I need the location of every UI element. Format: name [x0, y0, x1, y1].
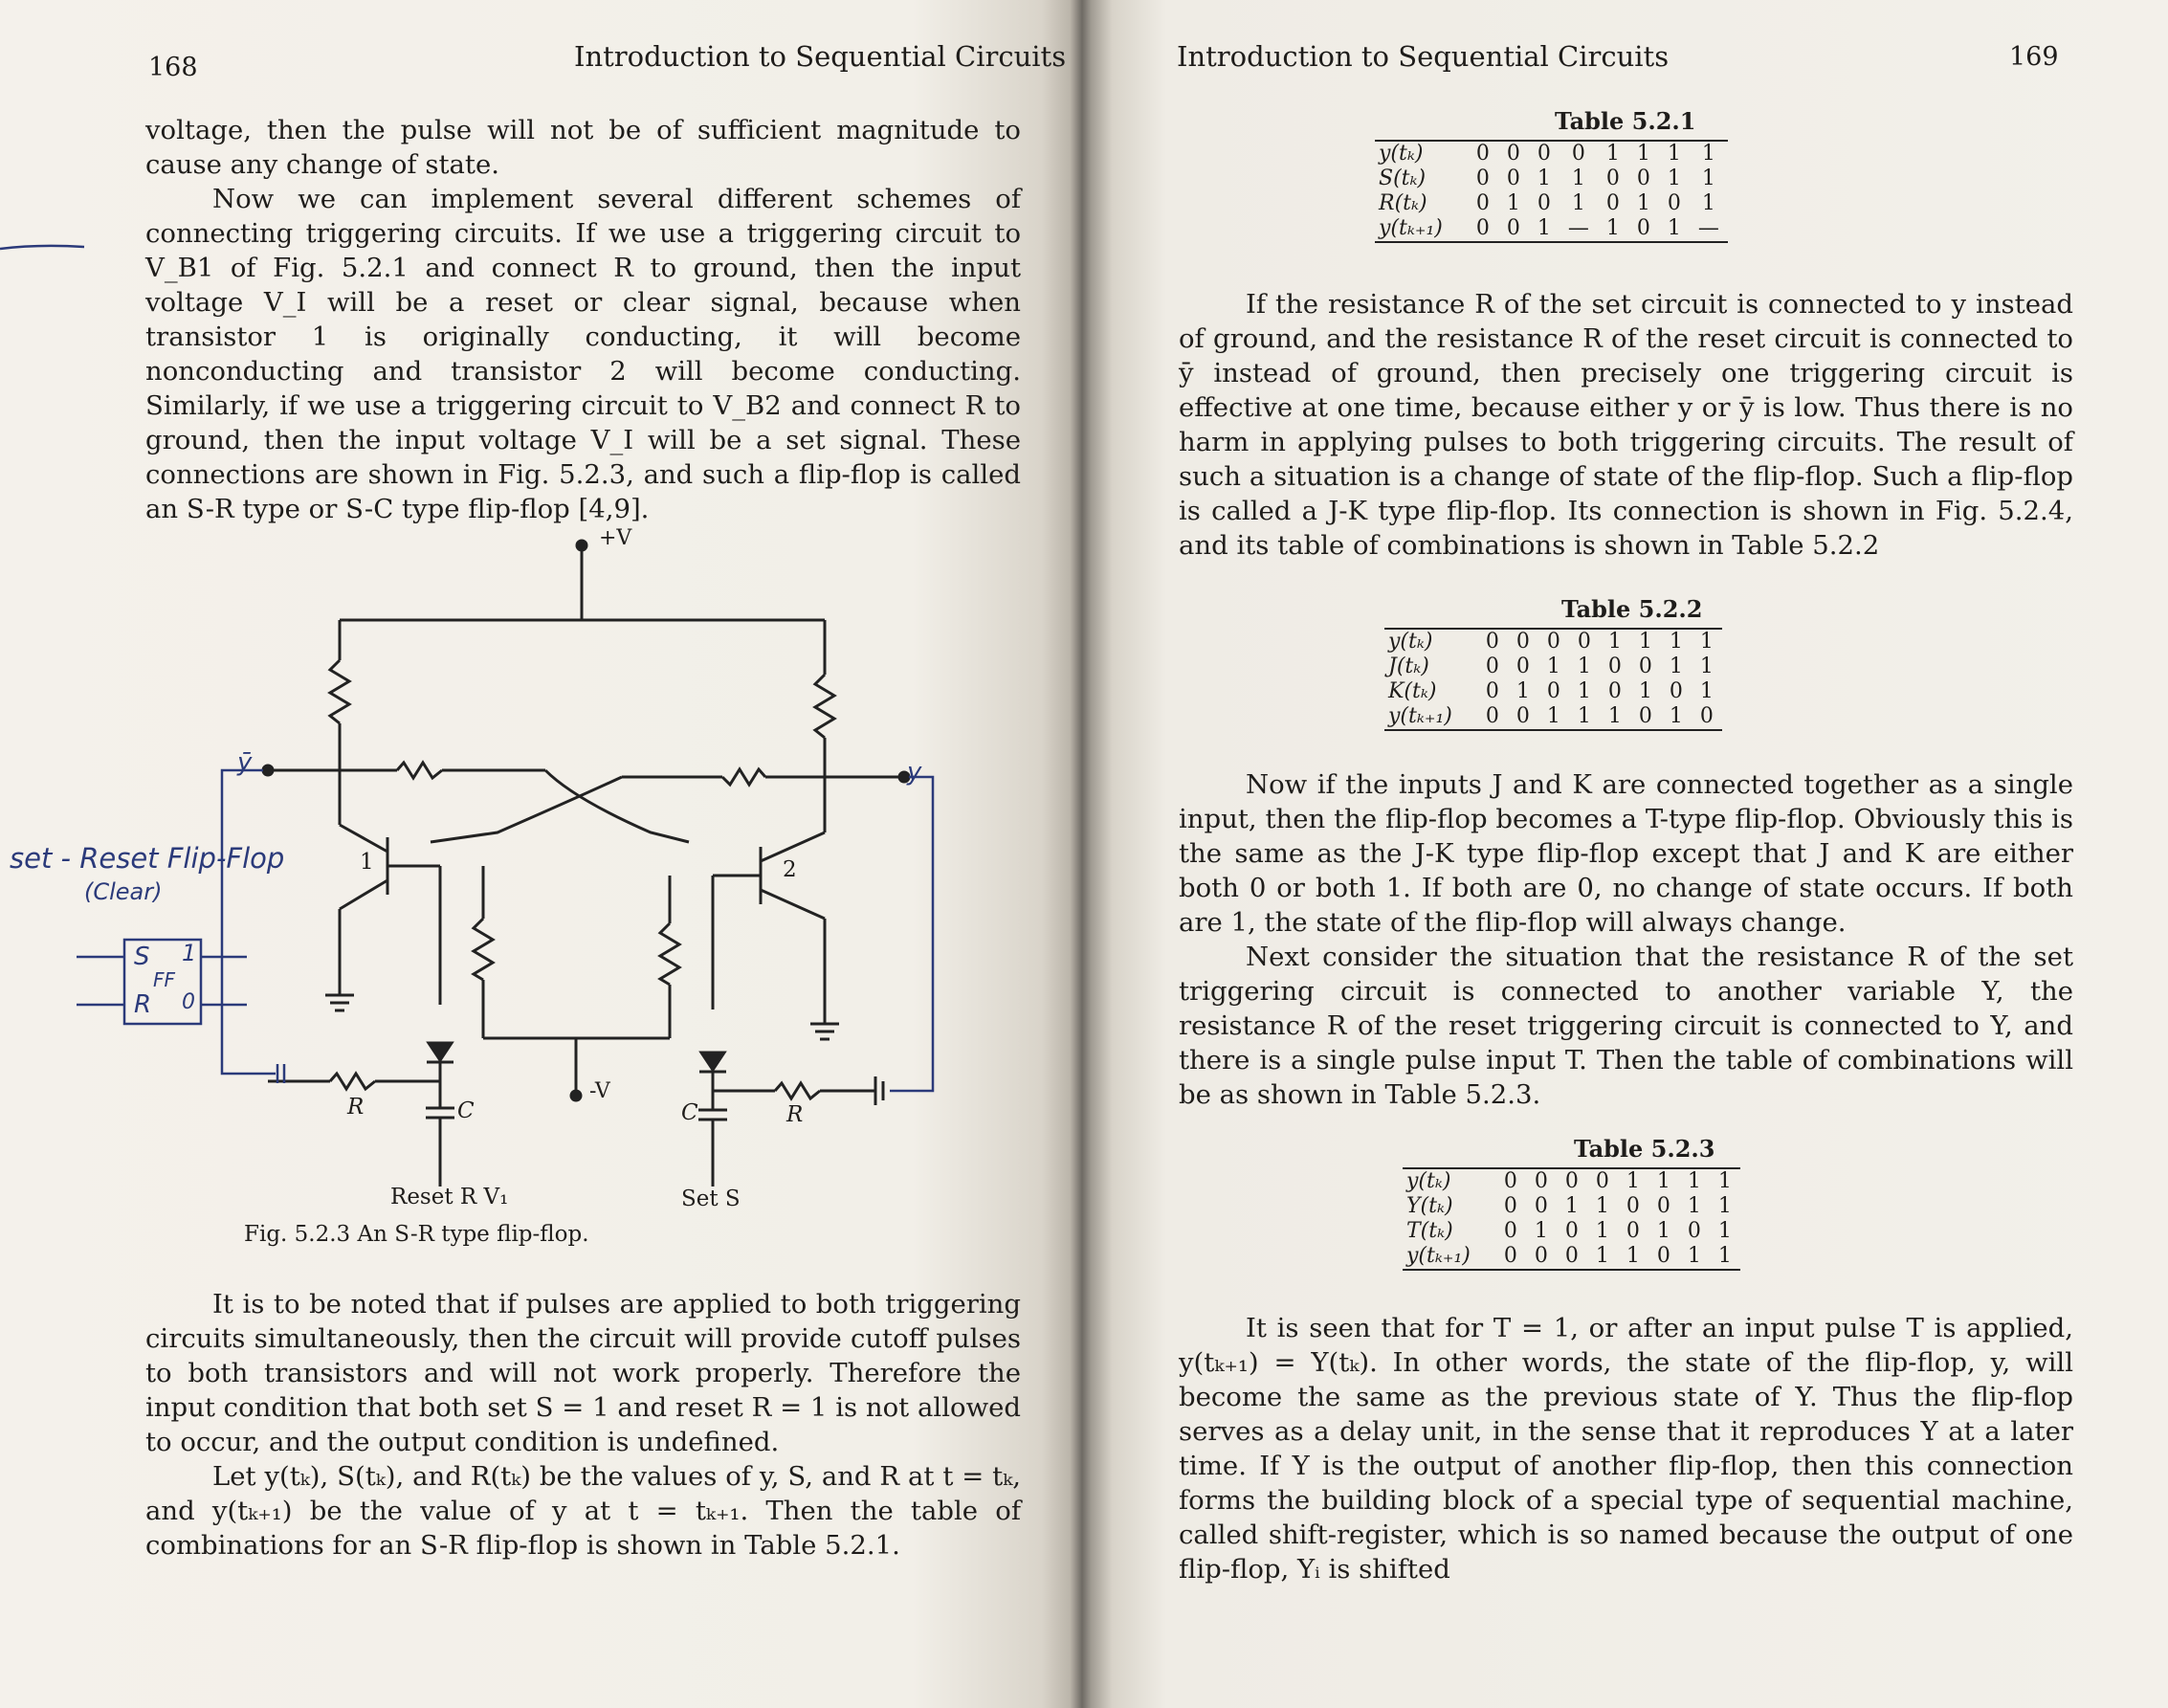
table-cell: 0: [1475, 191, 1490, 215]
handwritten-zero: 0: [182, 990, 195, 1014]
table-cell: 0: [1515, 704, 1530, 728]
paragraph: It is to be noted that if pulses are applied to both triggering circuits simultaneously, then the circuit will provide cutoff pulses to both transistors and will not work properly. Therefore the input condition that both set S = 1 and reset R = 1 is not allowed to occur, and the output condition is undefined.: [145, 1289, 1021, 1457]
label-set: Set S: [681, 1187, 741, 1211]
table-row: [1375, 141, 1728, 166]
left-page: [0, 0, 1073, 1708]
table-cell: 0: [1667, 191, 1681, 215]
table-cell: 1: [1595, 1219, 1609, 1243]
running-head-right: Introduction to Sequential Circuits: [1177, 40, 1670, 73]
table-cell: 1: [1506, 191, 1520, 215]
table-cell: 0: [1475, 216, 1490, 240]
row-label: y(tₖ): [1406, 1169, 1451, 1193]
table-cell: 1: [1717, 1194, 1732, 1218]
table-cell: 0: [1537, 142, 1551, 166]
row-label: K(tₖ): [1388, 679, 1437, 703]
table-cell: 0: [1656, 1194, 1670, 1218]
table-cell: 0: [1638, 654, 1652, 678]
table-cell: 0: [1564, 1219, 1579, 1243]
table-cell: 1: [1515, 679, 1530, 703]
table-cell: 1: [1717, 1219, 1732, 1243]
table-row: [1403, 1244, 1740, 1270]
table-cell: 0: [1607, 654, 1622, 678]
table-cell: 1: [1638, 630, 1652, 654]
paragraph: Now if the inputs J and K are connected together as a single input, then the flip-flop becomes a T-type flip-flop. Obviously this is the same as the J-K type flip-flop except that J and K are either both 0 or both 1. If both are 0, no change of state occurs. If both are 1, the state of the flip-flop will always change.: [1179, 769, 2073, 938]
table-cell: 0: [1475, 166, 1490, 190]
table-cell: 1: [1595, 1194, 1609, 1218]
table-cell: 1: [1595, 1244, 1609, 1268]
table-cell: 1: [1701, 142, 1715, 166]
left-text-bottom: [145, 1287, 1021, 1563]
paragraph: voltage, then the pulse will not be of sufficient magnitude to cause any change of state.: [145, 115, 1021, 180]
table-cell: 1: [1546, 654, 1560, 678]
label-c-left: C: [457, 1098, 475, 1123]
table-cell: 1: [1701, 166, 1715, 190]
table-cell: 0: [1503, 1219, 1517, 1243]
table-cell: 1: [1687, 1194, 1701, 1218]
table-cell: 0: [1571, 142, 1585, 166]
table-522: [1384, 628, 1722, 731]
table-row: [1403, 1219, 1740, 1244]
table-cell: 0: [1515, 654, 1530, 678]
table-cell: 1: [1626, 1244, 1640, 1268]
sr-flipflop-circuit-diagram: [0, 0, 1073, 1244]
table-cell: 0: [1564, 1169, 1579, 1193]
paragraph: It is seen that for T = 1, or after an input pulse T is applied, y(tₖ₊₁) = Y(tₖ). In other words, the state of the flip-flop, y, will become the same as the previous state of Y. Thus the flip-flop serves as a delay unit, in the sense that it reproduces Y at a later time. If Y is the output of another flip-flop, then this connection forms the building block of a special type of sequential machine, called shift-register, which is so named because the output of one flip-flop, Yᵢ is shifted: [1179, 1313, 2073, 1585]
table-cell: 1: [1577, 704, 1591, 728]
label-reset: Reset R V₁: [390, 1185, 509, 1209]
table-523-title: Table 5.2.3: [1574, 1135, 1715, 1163]
table-row: [1384, 704, 1722, 730]
table-cell: 1: [1638, 679, 1652, 703]
row-label: J(tₖ): [1388, 654, 1429, 678]
table-cell: 0: [1485, 654, 1499, 678]
table-cell: 1: [1577, 654, 1591, 678]
table-row: [1403, 1168, 1740, 1194]
table-cell: 0: [1669, 679, 1683, 703]
table-cell: 1: [1669, 630, 1683, 654]
label-y: y: [907, 758, 922, 787]
paragraph: Let y(tₖ), S(tₖ), and R(tₖ) be the values of y, S, and R at t = tₖ, and y(tₖ₊₁) be the value of y at t = tₖ₊₁. Then the table of combinations for an S-R flip-flop is shown in Table 5.2.1.: [145, 1461, 1021, 1561]
table-row: [1375, 191, 1728, 216]
table-cell: 0: [1636, 166, 1650, 190]
table-cell: 0: [1503, 1194, 1517, 1218]
table-cell: 0: [1626, 1219, 1640, 1243]
table-cell: —: [1567, 216, 1589, 240]
table-cell: 1: [1537, 166, 1551, 190]
table-cell: 0: [1506, 216, 1520, 240]
label-vplus: +V: [599, 526, 632, 550]
table-cell: 0: [1503, 1169, 1517, 1193]
table-cell: 1: [1607, 630, 1622, 654]
table-cell: 1: [1636, 142, 1650, 166]
table-cell: 1: [1656, 1219, 1670, 1243]
table-cell: 0: [1485, 704, 1499, 728]
table-521-title: Table 5.2.1: [1555, 107, 1696, 135]
handwritten-note: set - Reset Flip-Flop: [10, 842, 285, 875]
table-cell: 0: [1636, 216, 1650, 240]
table-cell: 1: [1699, 630, 1714, 654]
table-cell: 0: [1537, 191, 1551, 215]
table-cell: 0: [1475, 142, 1490, 166]
table-row: [1403, 1194, 1740, 1219]
table-cell: 1: [1701, 191, 1715, 215]
row-label: Y(tₖ): [1406, 1194, 1453, 1218]
table-cell: 0: [1506, 166, 1520, 190]
right-text-1: [1179, 287, 2073, 563]
table-cell: 1: [1717, 1169, 1732, 1193]
right-text-3: [1179, 1311, 2073, 1586]
table-row: [1384, 629, 1722, 654]
row-label: y(tₖ₊₁): [1388, 704, 1452, 728]
handwritten-note-clear: (Clear): [84, 878, 163, 905]
handwritten-one: 1: [182, 940, 197, 966]
table-cell: 1: [1607, 704, 1622, 728]
table-cell: 0: [1485, 679, 1499, 703]
table-cell: 1: [1667, 216, 1681, 240]
row-label: T(tₖ): [1406, 1219, 1453, 1243]
table-522-title: Table 5.2.2: [1561, 595, 1703, 623]
table-cell: 1: [1571, 166, 1585, 190]
table-cell: 0: [1577, 630, 1591, 654]
row-label: S(tₖ): [1379, 166, 1427, 190]
table-cell: 0: [1546, 679, 1560, 703]
table-523: [1403, 1167, 1740, 1271]
table-cell: 0: [1564, 1244, 1579, 1268]
row-label: y(tₖ₊₁): [1406, 1244, 1471, 1268]
paragraph: If the resistance R of the set circuit is connected to y instead of ground, and the resistance R of the reset circuit is connected to ȳ instead of ground, then precisely one triggering circuit is effective at one time, because either y or ȳ is low. Thus there is no harm in applying pulses to both triggering circuits. The result of such a situation is a change of state of the flip-flop. Such a flip-flop is called a J-K type flip-flop. Its connection is shown in Fig. 5.2.4, and its table of combinations is shown in Table 5.2.2: [1179, 289, 2073, 561]
table-cell: —: [1697, 216, 1719, 240]
table-cell: 0: [1607, 679, 1622, 703]
table-row: [1375, 216, 1728, 242]
paragraph: Next consider the situation that the resistance R of the set triggering circuit is connected to another variable Y, the resistance R of the reset triggering circuit is connected to Y, and there is a single pulse input T. Then the table of combinations will be as shown in Table 5.2.3.: [1179, 942, 2073, 1110]
table-cell: 1: [1534, 1219, 1548, 1243]
table-cell: 1: [1636, 191, 1650, 215]
table-cell: 0: [1656, 1244, 1670, 1268]
figure-caption: Fig. 5.2.3 An S-R type flip-flop.: [244, 1222, 589, 1247]
table-521: [1375, 140, 1728, 243]
table-cell: 0: [1485, 630, 1499, 654]
table-cell: 1: [1537, 216, 1551, 240]
table-cell: 1: [1699, 679, 1714, 703]
table-cell: 1: [1564, 1194, 1579, 1218]
table-cell: 0: [1546, 630, 1560, 654]
page-number-right: 169: [2009, 42, 2059, 72]
handwritten-ff: FF: [153, 968, 176, 991]
table-cell: 1: [1571, 191, 1585, 215]
handwritten-s: S: [134, 943, 150, 971]
table-cell: 0: [1605, 166, 1620, 190]
page-number-left: 168: [148, 53, 198, 82]
table-cell: 0: [1506, 142, 1520, 166]
paragraph: Now we can implement several different schemes of connecting triggering circuits. If we use a triggering circuit to V_B1 of Fig. 5.2.1 and connect R to ground, then the input voltage V_I will be a reset or clear signal, because when transistor 1 is originally conducting, it will become nonconducting and transistor 2 will become conducting. Similarly, if we use a triggering circuit to V_B2 and connect R to ground, then the input voltage V_I will be a set signal. These connections are shown in Fig. 5.2.3, and such a flip-flop is called an S-R type or S-C type flip-flop [4,9].: [145, 184, 1021, 524]
label-c-right: C: [681, 1100, 698, 1125]
table-cell: 1: [1669, 704, 1683, 728]
table-cell: 0: [1534, 1169, 1548, 1193]
table-cell: 1: [1605, 142, 1620, 166]
table-cell: 1: [1605, 216, 1620, 240]
table-cell: 0: [1605, 191, 1620, 215]
row-label: R(tₖ): [1379, 191, 1427, 215]
table-row: [1384, 679, 1722, 704]
label-transistor-1: 1: [360, 850, 374, 875]
table-row: [1375, 166, 1728, 191]
table-cell: 1: [1656, 1169, 1670, 1193]
label-transistor-2: 2: [783, 857, 797, 882]
label-ybar: ȳ: [237, 748, 253, 777]
label-vminus: -V: [589, 1079, 610, 1103]
label-r-left: R: [347, 1095, 365, 1120]
table-cell: 1: [1699, 654, 1714, 678]
table-cell: 0: [1503, 1244, 1517, 1268]
table-cell: 0: [1534, 1194, 1548, 1218]
running-head-left: Introduction to Sequential Circuits: [574, 40, 1067, 73]
table-row: [1384, 654, 1722, 679]
table-cell: 1: [1669, 654, 1683, 678]
table-cell: 1: [1577, 679, 1591, 703]
table-cell: 0: [1515, 630, 1530, 654]
table-cell: 1: [1717, 1244, 1732, 1268]
row-label: y(tₖ₊₁): [1379, 216, 1443, 240]
label-r-right: R: [786, 1102, 804, 1127]
table-cell: 1: [1687, 1244, 1701, 1268]
table-cell: 0: [1595, 1169, 1609, 1193]
table-cell: 1: [1667, 142, 1681, 166]
row-label: y(tₖ): [1388, 630, 1433, 654]
table-cell: 0: [1534, 1244, 1548, 1268]
table-cell: 1: [1687, 1169, 1701, 1193]
right-text-2: [1179, 767, 2073, 1112]
row-label: y(tₖ): [1379, 142, 1424, 166]
table-cell: 0: [1687, 1219, 1701, 1243]
table-cell: 1: [1546, 704, 1560, 728]
table-cell: 0: [1638, 704, 1652, 728]
right-page: [1091, 0, 2168, 1708]
table-cell: 0: [1626, 1194, 1640, 1218]
table-cell: 0: [1699, 704, 1714, 728]
table-cell: 1: [1626, 1169, 1640, 1193]
handwritten-r: R: [134, 990, 152, 1019]
table-cell: 1: [1667, 166, 1681, 190]
